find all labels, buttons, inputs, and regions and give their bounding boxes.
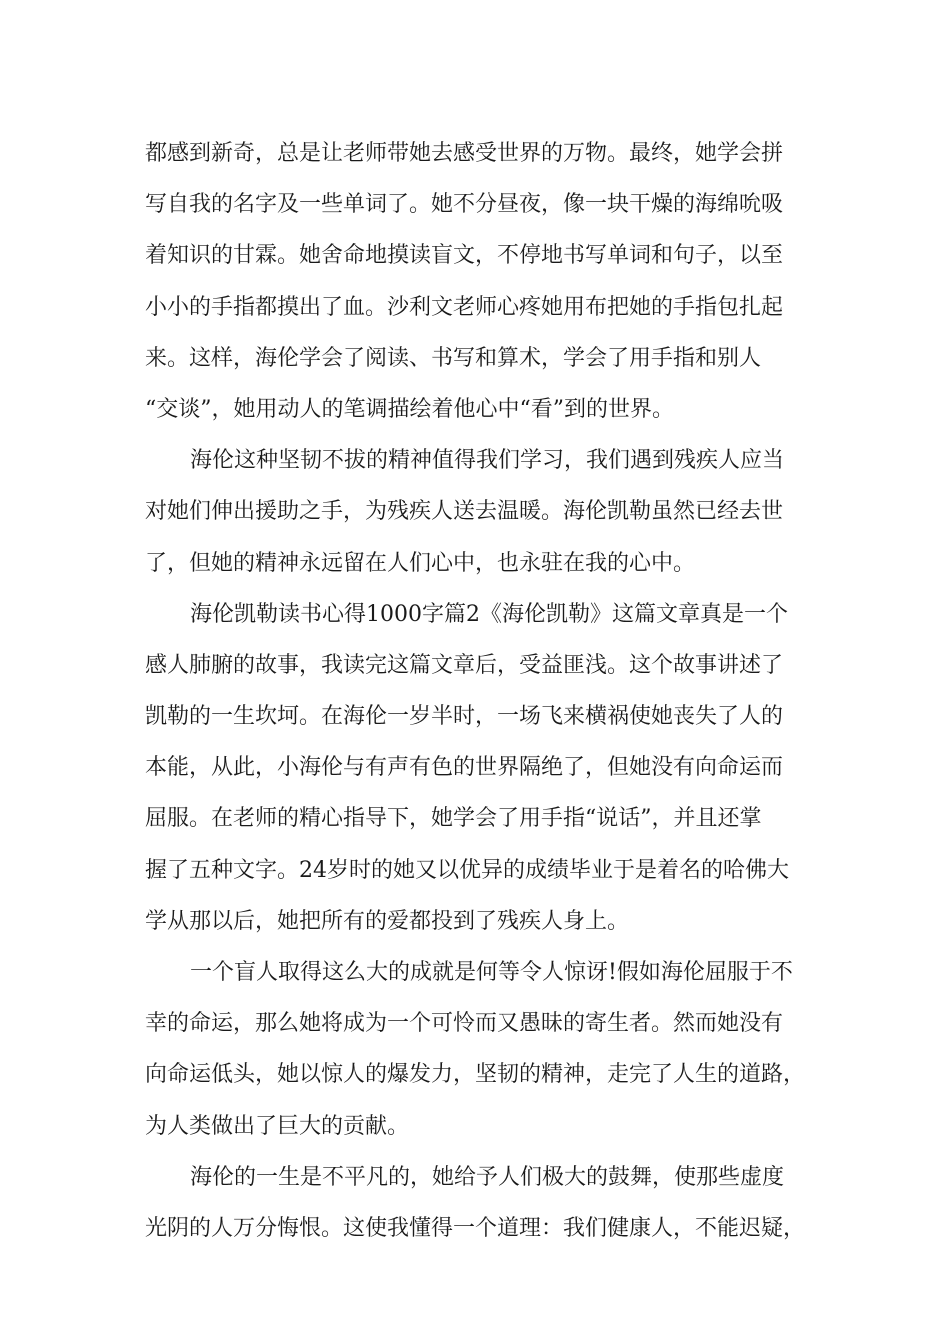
paragraph-3 <box>145 589 815 947</box>
text-line: 屈服。在老师的精心指导下，她学会了用手指“说话”，并且还掌 <box>145 806 762 832</box>
paragraph-2 <box>145 435 815 589</box>
text-line: “交谈”，她用动人的笔调描绘着他心中“看”到的世界。 <box>145 396 674 422</box>
text-line: 海伦的一生是不平凡的，她给予人们极大的鼓舞，使那些虚度 <box>190 1164 785 1190</box>
text-line: 幸的命运，那么她将成为一个可怜而又愚昧的寄生者。然而她没有 <box>145 1011 784 1037</box>
text-line: 对她们伸出援助之手，为残疾人送去温暖。海伦凯勒虽然已经去世 <box>145 499 784 525</box>
text-line: 本能，从此，小海伦与有声有色的世界隔绝了，但她没有向命运而 <box>145 755 784 781</box>
text-line: 着知识的甘霖。她舍命地摸读盲文，不停地书写单词和句子，以至 <box>145 243 784 269</box>
text-line: 光阴的人万分悔恨。这使我懂得一个道理：我们健康人，不能迟疑， <box>145 1215 806 1241</box>
text-line: 学从那以后，她把所有的爱都投到了残疾人身上。 <box>145 908 630 934</box>
text-line: 一个盲人取得这么大的成就是何等令人惊讶!假如海伦屈服于不 <box>190 960 793 985</box>
text-line: 了，但她的精神永远留在人们心中，也永驻在我的心中。 <box>145 550 696 576</box>
text-line: 感人肺腑的故事，我读完这篇文章后，受益匪浅。这个故事讲述了 <box>145 652 784 678</box>
text-line: 都感到新奇，总是让老师带她去感受世界的万物。最终，她学会拼 <box>145 141 784 166</box>
paragraph-5 <box>145 1152 815 1254</box>
document-page <box>145 128 815 1254</box>
paragraph-4 <box>145 947 815 1152</box>
text-line: 小小的手指都摸出了血。沙利文老师心疼她用布把她的手指包扎起 <box>145 294 784 320</box>
paragraph-1 <box>145 128 815 435</box>
text-line: 写自我的名字及一些单词了。她不分昼夜，像一块干燥的海绵吮吸 <box>145 192 784 218</box>
text-line: 海伦凯勒读书心得1000字篇2《海伦凯勒》这篇文章真是一个 <box>190 601 788 627</box>
text-line: 来。这样，海伦学会了阅读、书写和算术，学会了用手指和别人 <box>145 345 762 371</box>
text-line: 向命运低头，她以惊人的爆发力，坚韧的精神，走完了人生的道路， <box>145 1062 806 1088</box>
text-line: 海伦这种坚韧不拔的精神值得我们学习，我们遇到残疾人应当 <box>190 448 785 474</box>
text-line: 握了五种文字。24岁时的她又以优异的成绩毕业于是着名的哈佛大 <box>145 857 789 883</box>
text-line: 凯勒的一生坎坷。在海伦一岁半时，一场飞来横祸使她丧失了人的 <box>145 704 784 730</box>
text-line: 为人类做出了巨大的贡献。 <box>145 1113 410 1139</box>
